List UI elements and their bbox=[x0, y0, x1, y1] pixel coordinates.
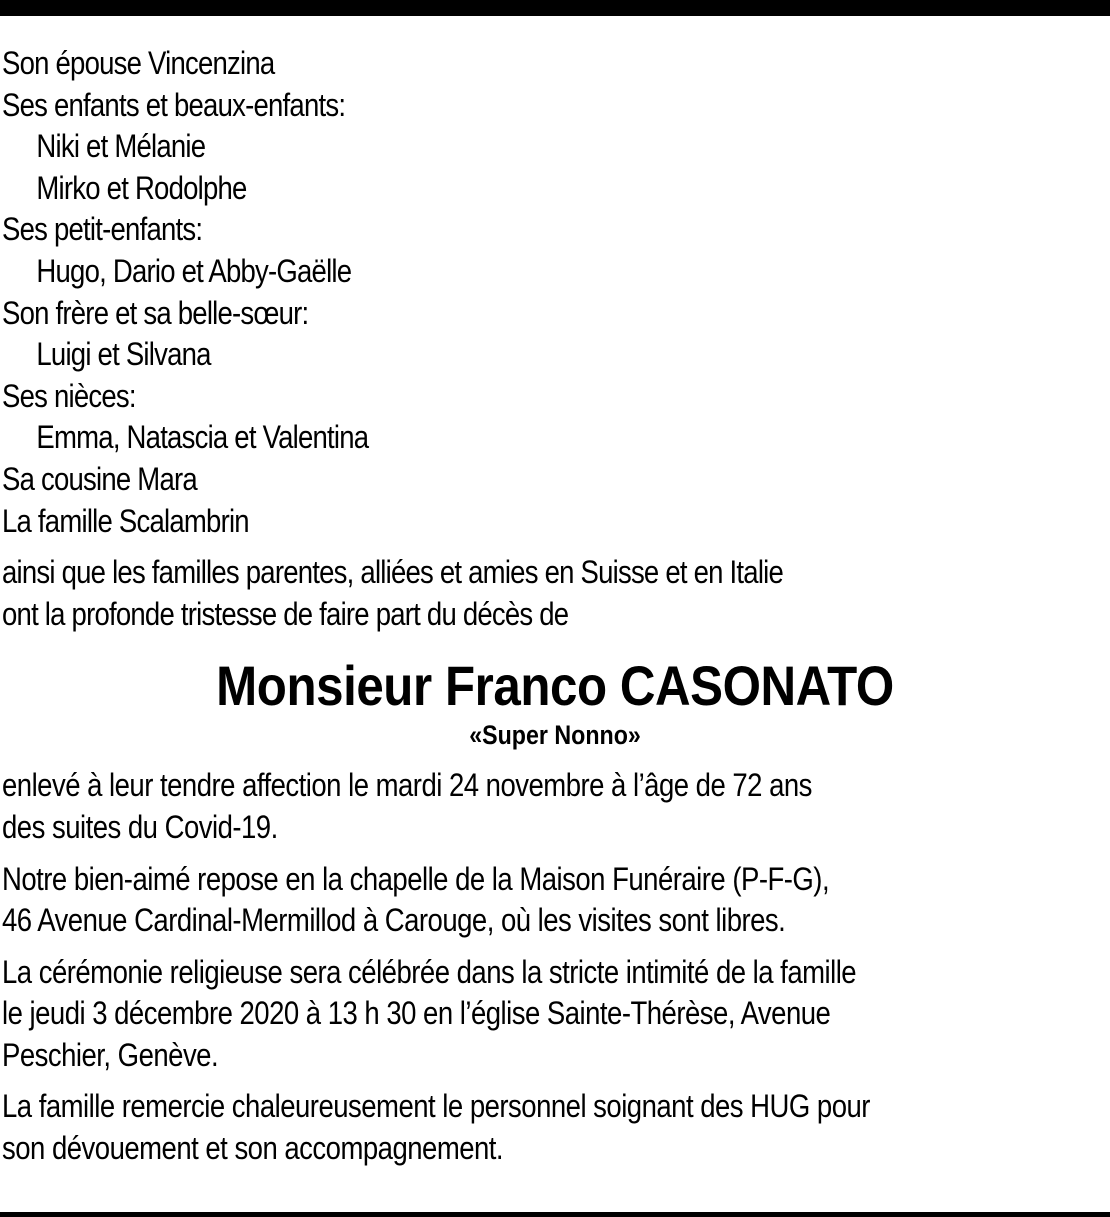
family-line: La famille Scalambrin bbox=[2, 502, 249, 539]
family-line: Son frère et sa belle-sœur: bbox=[2, 294, 309, 331]
announcement-line: ont la profonde tristesse de faire part du décès de bbox=[2, 595, 569, 632]
paragraph-line: La famille remercie chaleureusement le personnel soignant des HUG pour bbox=[2, 1088, 870, 1125]
bottom-rule bbox=[0, 1212, 1110, 1217]
paragraph-ceremony bbox=[2, 952, 1108, 1077]
family-list bbox=[2, 43, 1108, 542]
deceased-nickname: «Super Nonno» bbox=[469, 720, 641, 751]
obituary-notice bbox=[2, 43, 1108, 1180]
announcement-line: ainsi que les familles parentes, alliées et amies en Suisse et en Italie bbox=[2, 554, 784, 591]
family-line: Emma, Natascia et Valentina bbox=[36, 419, 369, 456]
paragraph-line: enlevé à leur tendre affection le mardi 24 novembre à l’âge de 72 ans bbox=[2, 767, 812, 804]
paragraph-thanks bbox=[2, 1086, 1108, 1169]
family-line: Luigi et Silvana bbox=[36, 336, 211, 373]
paragraph-death bbox=[2, 765, 1108, 848]
paragraph-line: Notre bien-aimé repose en la chapelle de la Maison Funéraire (P-F-G), bbox=[2, 860, 830, 897]
paragraph-line: 46 Avenue Cardinal-Mermillod à Carouge, où les visites sont libres. bbox=[2, 902, 786, 939]
family-line: Ses enfants et beaux-enfants: bbox=[2, 86, 346, 123]
paragraph-line: le jeudi 3 décembre 2020 à 13 h 30 en l’église Sainte-Thérèse, Avenue bbox=[2, 995, 831, 1032]
family-line: Son épouse Vincenzina bbox=[2, 45, 275, 81]
deceased-name: Monsieur Franco CASONATO bbox=[216, 654, 894, 718]
paragraph-line: des suites du Covid-19. bbox=[2, 808, 278, 845]
paragraph-rest bbox=[2, 859, 1108, 942]
paragraph-line: La cérémonie religieuse sera célébrée dans la stricte intimité de la famille bbox=[2, 953, 857, 990]
family-line: Ses petit-enfants: bbox=[2, 211, 203, 248]
family-line: Sa cousine Mara bbox=[2, 460, 197, 497]
paragraph-line: son dévouement et son accompagnement. bbox=[2, 1130, 504, 1167]
family-line: Mirko et Rodolphe bbox=[36, 169, 247, 206]
family-line: Hugo, Dario et Abby-Gaëlle bbox=[36, 252, 352, 289]
top-rule bbox=[0, 0, 1110, 16]
family-line: Ses nièces: bbox=[2, 377, 136, 414]
family-line: Niki et Mélanie bbox=[36, 128, 206, 165]
paragraph-line: Peschier, Genève. bbox=[2, 1036, 219, 1073]
announcement bbox=[2, 552, 1108, 635]
